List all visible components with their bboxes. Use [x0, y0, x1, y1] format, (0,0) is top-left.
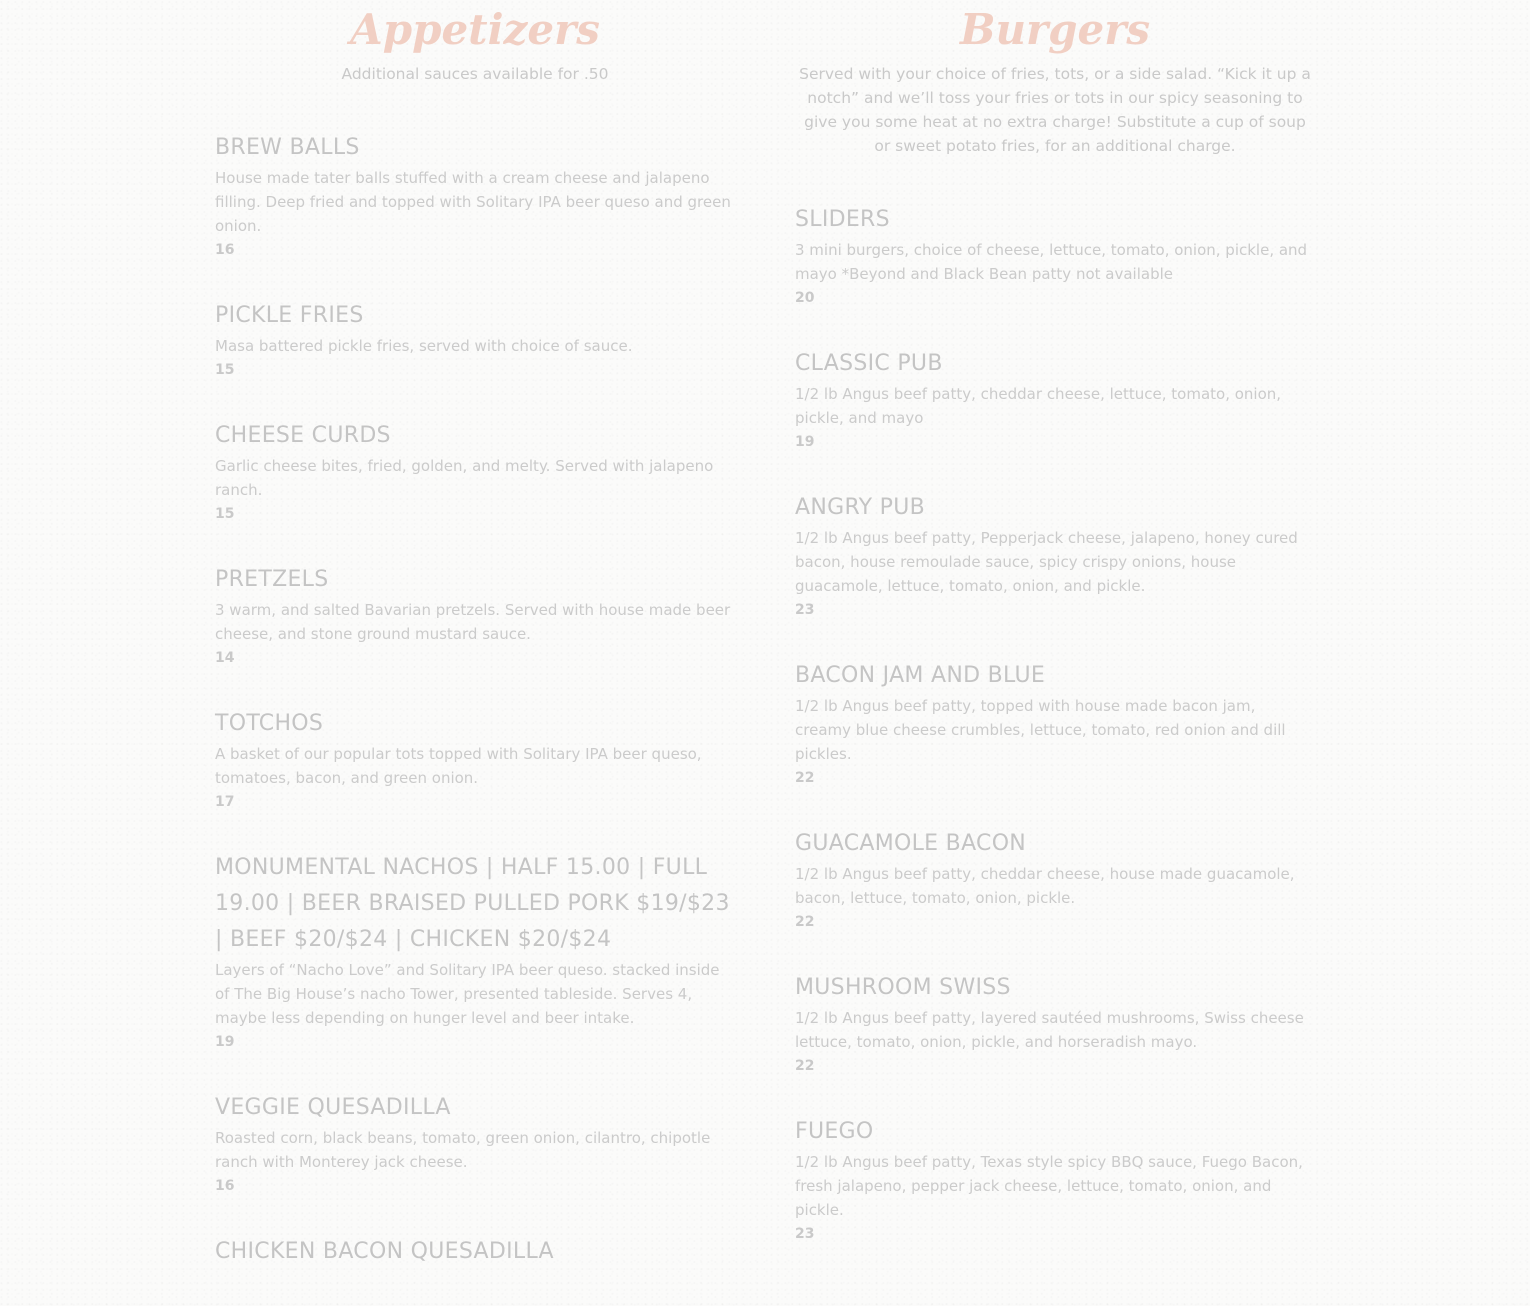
burgers-list: [795, 202, 1315, 1246]
item-name: ANGRY PUB: [795, 495, 926, 520]
item-price: 14: [215, 650, 235, 666]
item-price: 19: [795, 434, 815, 450]
item-price: 16: [215, 1178, 235, 1194]
menu-item-totchos: [215, 706, 735, 814]
item-description: Layers of “Nacho Love” and Solitary IPA beer queso. stacked inside of The Big House’s nacho Tower, presented tableside. Serves 4, maybe less depending on hunger level and beer intake.: [215, 961, 720, 1027]
item-description: A basket of our popular tots topped with Solitary IPA beer queso, tomatoes, bacon, and green onion.: [215, 745, 702, 787]
item-description: Roasted corn, black beans, tomato, green onion, cilantro, chipotle ranch with Monterey jack cheese.: [215, 1129, 711, 1171]
menu-item-mushroom-swiss: [795, 970, 1315, 1078]
item-description: Garlic cheese bites, fried, golden, and melty. Served with jalapeno ranch.: [215, 457, 714, 499]
burgers-section: [795, 0, 1315, 1282]
appetizers-list: [215, 130, 735, 1270]
item-name: TOTCHOS: [215, 711, 324, 736]
item-name: CHICKEN BACON QUESADILLA: [215, 1239, 554, 1264]
menu-item-brew-balls: [215, 130, 735, 262]
item-price: 20: [795, 290, 815, 306]
item-name: VEGGIE QUESADILLA: [215, 1095, 451, 1120]
item-name: SLIDERS: [795, 207, 890, 232]
item-description: 3 warm, and salted Bavarian pretzels. Served with house made beer cheese, and stone ground mustard sauce.: [215, 601, 731, 643]
menu-item-angry-pub: [795, 490, 1315, 622]
appetizers-section: [215, 0, 735, 1306]
menu-item-monumental-nachos: [215, 850, 735, 1054]
item-description: House made tater balls stuffed with a cream cheese and jalapeno filling. Deep fried and topped with Solitary IPA beer queso and green onion.: [215, 169, 731, 235]
item-price: 23: [795, 1226, 815, 1242]
burgers-title: Burgers: [959, 5, 1151, 54]
item-description: Masa battered pickle fries, served with choice of sauce.: [215, 337, 633, 355]
item-name: CHEESE CURDS: [215, 423, 391, 448]
menu-item-bacon-jam-and-blue: [795, 658, 1315, 790]
item-description: 1/2 lb Angus beef patty, layered sautéed mushrooms, Swiss cheese lettuce, tomato, onion, pickle, and horseradish mayo.: [795, 1009, 1304, 1051]
item-name: MONUMENTAL NACHOS | HALF 15.00 | FULL 19.00 | BEER BRAISED PULLED PORK $19/$23 | BEEF $20/$24 | CHICKEN $20/$24: [215, 855, 730, 952]
item-price: 22: [795, 1058, 815, 1074]
item-description: 1/2 lb Angus beef patty, Texas style spicy BBQ sauce, Fuego Bacon, fresh jalapeno, pepper jack cheese, lettuce, tomato, onion, and pickle.: [795, 1153, 1303, 1219]
item-description: 1/2 lb Angus beef patty, topped with house made bacon jam, creamy blue cheese crumbles, lettuce, tomato, red onion and dill pickles.: [795, 697, 1286, 763]
menu-item-classic-pub: [795, 346, 1315, 454]
appetizers-title: Appetizers: [350, 5, 600, 54]
menu-item-guacamole-bacon: [795, 826, 1315, 934]
item-name: FUEGO: [795, 1119, 874, 1144]
item-name: BREW BALLS: [215, 135, 360, 160]
item-price: 17: [215, 794, 235, 810]
item-price: 22: [795, 914, 815, 930]
burgers-note: Served with your choice of fries, tots, or a side salad. “Kick it up a notch” and we’ll toss your fries or tots in our spicy seasoning to give you some heat at no extra charge! Substitute a cup of soup or sweet potato fries, for an additional charge.: [799, 65, 1311, 155]
item-name: PICKLE FRIES: [215, 303, 364, 328]
menu-item-cheese-curds: [215, 418, 735, 526]
item-description: 3 mini burgers, choice of cheese, lettuce, tomato, onion, pickle, and mayo *Beyond and Black Bean patty not available: [795, 241, 1308, 283]
item-description: 1/2 lb Angus beef patty, cheddar cheese, lettuce, tomato, onion, pickle, and mayo: [795, 385, 1282, 427]
item-name: MUSHROOM SWISS: [795, 975, 1011, 1000]
menu-item-pickle-fries: [215, 298, 735, 382]
item-name: GUACAMOLE BACON: [795, 831, 1027, 856]
menu-item-sliders: [795, 202, 1315, 310]
item-price: 22: [795, 770, 815, 786]
item-price: 19: [215, 1034, 235, 1050]
item-name: PRETZELS: [215, 567, 329, 592]
item-price: 15: [215, 506, 235, 522]
menu-item-veggie-quesadilla: [215, 1090, 735, 1198]
item-price: 15: [215, 362, 235, 378]
menu-item-pretzels: [215, 562, 735, 670]
item-name: CLASSIC PUB: [795, 351, 943, 376]
menu-item-fuego: [795, 1114, 1315, 1246]
appetizers-note: Additional sauces available for .50: [341, 65, 609, 83]
item-description: 1/2 lb Angus beef patty, cheddar cheese, house made guacamole, bacon, lettuce, tomato, onion, pickle.: [795, 865, 1295, 907]
item-price: 16: [215, 242, 235, 258]
item-price: 23: [795, 602, 815, 618]
item-name: BACON JAM AND BLUE: [795, 663, 1046, 688]
item-description: 1/2 lb Angus beef patty, Pepperjack cheese, jalapeno, honey cured bacon, house remoulade sauce, spicy crispy onions, house guacamole, lettuce, tomato, onion, and pickle.: [795, 529, 1298, 595]
menu-item-chicken-bacon-quesadilla: [215, 1234, 735, 1270]
